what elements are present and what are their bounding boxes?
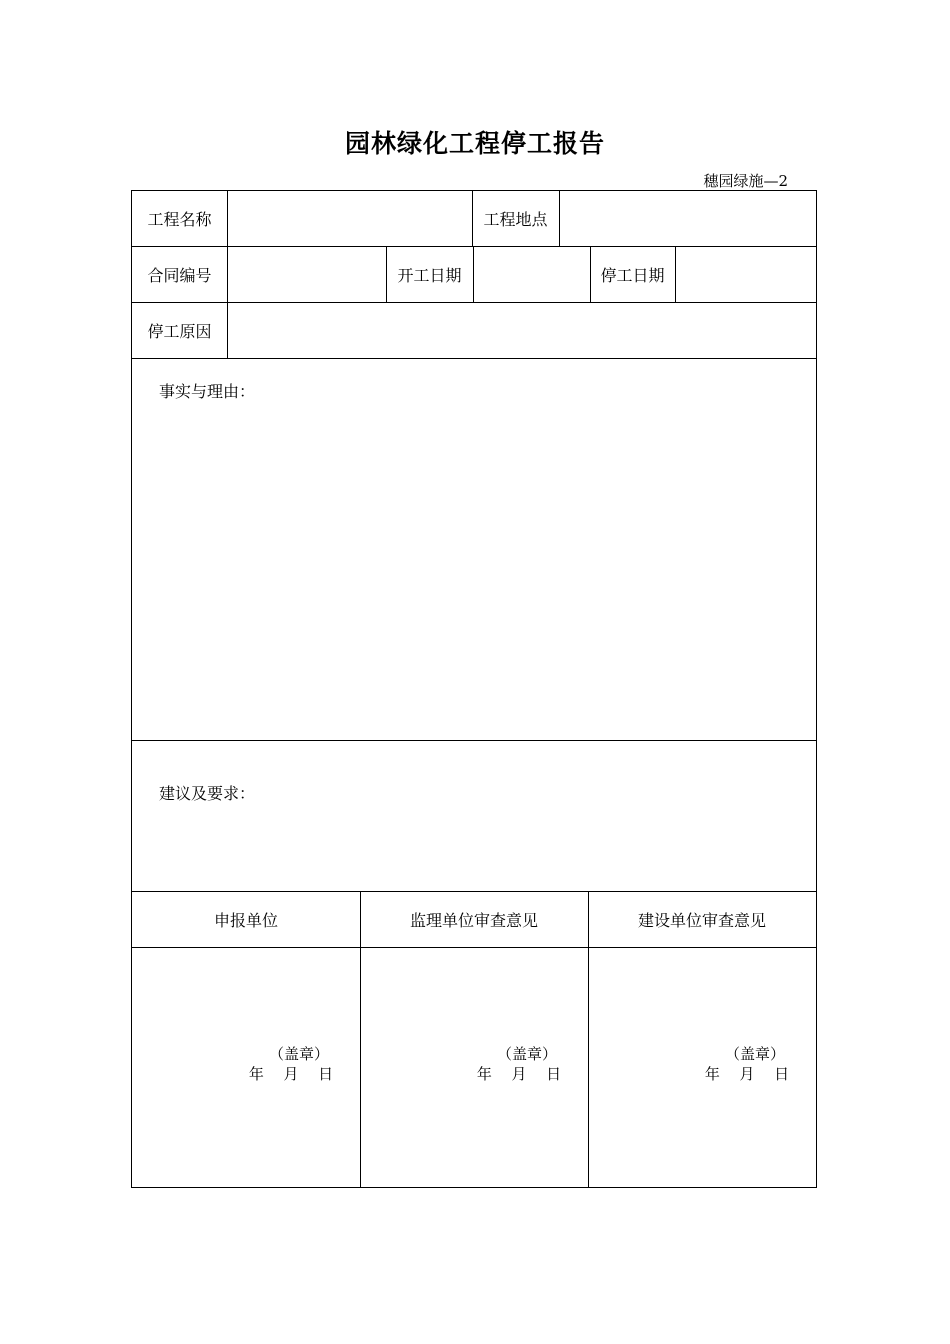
- header-supervisor-opinion: 监理单位审查意见: [409, 910, 538, 930]
- label-stop-date: 停工日期: [600, 265, 665, 285]
- facts-field[interactable]: [132, 359, 816, 740]
- month-label: 月: [739, 1065, 755, 1083]
- project-location-field[interactable]: [560, 191, 816, 246]
- seal-text: （盖章）: [724, 1045, 785, 1063]
- header-applicant: 申报单位: [213, 910, 278, 930]
- year-label: 年: [704, 1065, 720, 1083]
- seal-text: （盖章）: [496, 1045, 557, 1063]
- facts-label: 事实与理由：: [159, 382, 256, 401]
- day-label: 日: [774, 1065, 790, 1083]
- label-start-date: 开工日期: [397, 265, 462, 285]
- row-divider: [132, 947, 816, 948]
- suggestions-label: 建议及要求：: [159, 784, 256, 803]
- report-form-table: [131, 190, 817, 1188]
- month-label: 月: [283, 1065, 299, 1083]
- date-line: [464, 1064, 574, 1084]
- year-label: 年: [476, 1065, 492, 1083]
- stamp-block-applicant: [236, 1044, 346, 1084]
- start-date-field[interactable]: [474, 246, 590, 302]
- day-label: 日: [546, 1065, 562, 1083]
- year-label: 年: [248, 1065, 264, 1083]
- contract-no-field[interactable]: [228, 246, 386, 302]
- project-name-field[interactable]: [228, 191, 472, 246]
- label-stop-reason: 停工原因: [147, 321, 212, 341]
- stop-reason-field[interactable]: [228, 302, 816, 358]
- stop-date-field[interactable]: [676, 246, 816, 302]
- seal-text: （盖章）: [268, 1045, 329, 1063]
- stamp-block-owner: [692, 1044, 802, 1084]
- label-project-name: 工程名称: [147, 210, 212, 229]
- date-line: [692, 1064, 802, 1084]
- month-label: 月: [511, 1065, 527, 1083]
- label-project-location: 工程地点: [483, 210, 548, 229]
- stamp-block-supervisor: [464, 1044, 574, 1084]
- suggestions-field[interactable]: [132, 741, 816, 891]
- date-line: [236, 1064, 346, 1084]
- page-title: 园林绿化工程停工报告: [344, 129, 605, 158]
- header-owner-opinion: 建设单位审查意见: [637, 910, 766, 930]
- day-label: 日: [318, 1065, 334, 1083]
- label-contract-no: 合同编号: [147, 265, 212, 285]
- form-code: 穗园绿施—2: [703, 172, 788, 190]
